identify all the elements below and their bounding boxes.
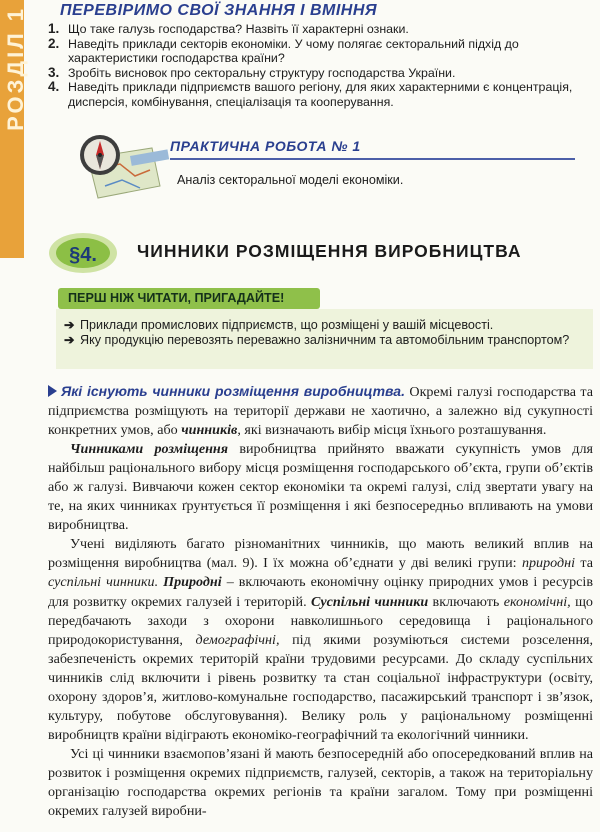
check-section-title: ПЕРЕВІРИМО СВОЇ ЗНАННЯ І ВМІННЯ <box>60 2 378 19</box>
term: демографічні, <box>195 631 280 648</box>
question-item <box>48 22 593 37</box>
practice-divider <box>170 158 575 160</box>
text-run: що передбачають заходи з охорони навколишнього середовища і раціонального природокористування, <box>48 593 593 648</box>
chapter-label: РОЗДІЛ 1 <box>3 6 28 131</box>
question-number: 3. <box>48 64 60 80</box>
section-badge-shape <box>48 232 118 274</box>
lead-heading: Які існують чинники розміщення виробництва. <box>61 383 405 399</box>
term: Суспільні чинники <box>311 593 429 610</box>
lead-marker-icon <box>48 385 57 397</box>
practice-title: ПРАКТИЧНА РОБОТА № 1 <box>170 138 361 154</box>
remember-list <box>64 318 584 348</box>
term: чинників <box>181 422 238 439</box>
term: Природні <box>163 574 222 591</box>
question-text: Що таке галузь господарства? Назвіть її характерні ознаки. <box>68 22 409 36</box>
section-badge <box>48 232 118 274</box>
body-text <box>48 382 593 821</box>
question-item <box>48 37 593 66</box>
question-item <box>48 80 593 109</box>
term: природні <box>521 555 576 572</box>
remember-item-text: Приклади промислових підприємств, що розміщені у вашій місцевості. <box>80 318 494 332</box>
paragraph <box>48 382 593 440</box>
text-run: – включають економічну оцінку природних умов і ресурсів для розвитку окремих галузей і територій. <box>48 574 593 610</box>
question-number: 1. <box>48 21 60 36</box>
term: Чинниками розміщення <box>70 441 229 458</box>
practice-task: Аналіз секторальної моделі економіки. <box>177 173 404 187</box>
text-run: виробництва прийнято вважати сукупність умов для найбільш раціонального вибору місця розміщення господарського об’єкта, групи об’єктів або ж галузі. Вивчаючи кожен сектор економіки та окремі галузі, слід звертати увагу на те, на яких чинниках ґрунтується її розміщення і які безпосередньо впливають на умови виробництва. <box>48 441 593 534</box>
question-number: 4. <box>48 79 60 95</box>
question-text: Зробіть висновок про секторальну структуру господарства України. <box>68 65 456 80</box>
remember-item-text: Яку продукцію перевозять переважно залізничним та автомобільним транспортом? <box>80 333 570 347</box>
text-run: під якими розуміються системи розселення, забезпеченість окремих територій країни трудовими ресурсами. До складу суспільних чинників слід включити і рівень розвитку та стан соціальної інфраструктури (освіту, охорону здоров’я, житлово-комунальне господарство, пасажирський транспорт і зв’язок, культуру, побутове обслуговування). Велику роль у раціональному розміщенні виробництв країни відіграють економіко-географічний та екологічний чинники. <box>48 631 594 743</box>
paragraph <box>48 745 593 821</box>
text-run: Учені виділяють багато різноманітних чинників, що мають великий вплив на розміщення виробництва (мал. 9). І їх можна об’єднати у дві великі групи: <box>48 536 593 572</box>
question-number: 2. <box>48 35 60 51</box>
remember-item <box>64 318 584 333</box>
term: суспільні чинники. <box>48 574 159 591</box>
remember-label: ПЕРШ НІЖ ЧИТАТИ, ПРИГАДАЙТЕ! <box>68 291 285 305</box>
term: економічні, <box>503 593 571 610</box>
question-item <box>48 66 593 81</box>
text-run: включають <box>428 593 504 610</box>
paragraph <box>48 535 593 745</box>
question-list <box>48 22 593 110</box>
text-run: , які визначають вибір місця їхнього розташування. <box>237 422 547 439</box>
compass-map-icon <box>60 128 170 206</box>
practice-block <box>60 128 595 206</box>
text-run: та <box>575 555 593 572</box>
question-text: Наведіть приклади секторів економіки. У чому полягає секторальний підхід до характеристики господарства країни? <box>68 36 519 66</box>
paragraph <box>48 440 593 535</box>
arrow-icon: ➔ <box>64 318 75 332</box>
text-run: Окремі галузі господарства та підприємства розміщують на території держави не хаотично, а залежно від сукупності конкретних умов, або <box>48 384 593 439</box>
section-title: ЧИННИКИ РОЗМІЩЕННЯ ВИРОБНИЦТВА <box>137 241 522 261</box>
section-number: §4. <box>69 244 97 266</box>
remember-item <box>64 333 584 348</box>
text-run: Усі ці чинники взаємопов’язані й мають безпосередній або опосередкований вплив на розвиток і розміщення окремих підприємств, галузей, секторів, а також на територіальну організацію господарства окремих регіонів та країни загалом. Тому при розміщенні окремих галузей виробни- <box>48 745 593 820</box>
arrow-icon: ➔ <box>64 333 75 347</box>
question-text: Наведіть приклади підприємств вашого регіону, для яких характерними є концентрація, дисперсія, комбінування, спеціалізація та кооперування. <box>68 80 573 109</box>
